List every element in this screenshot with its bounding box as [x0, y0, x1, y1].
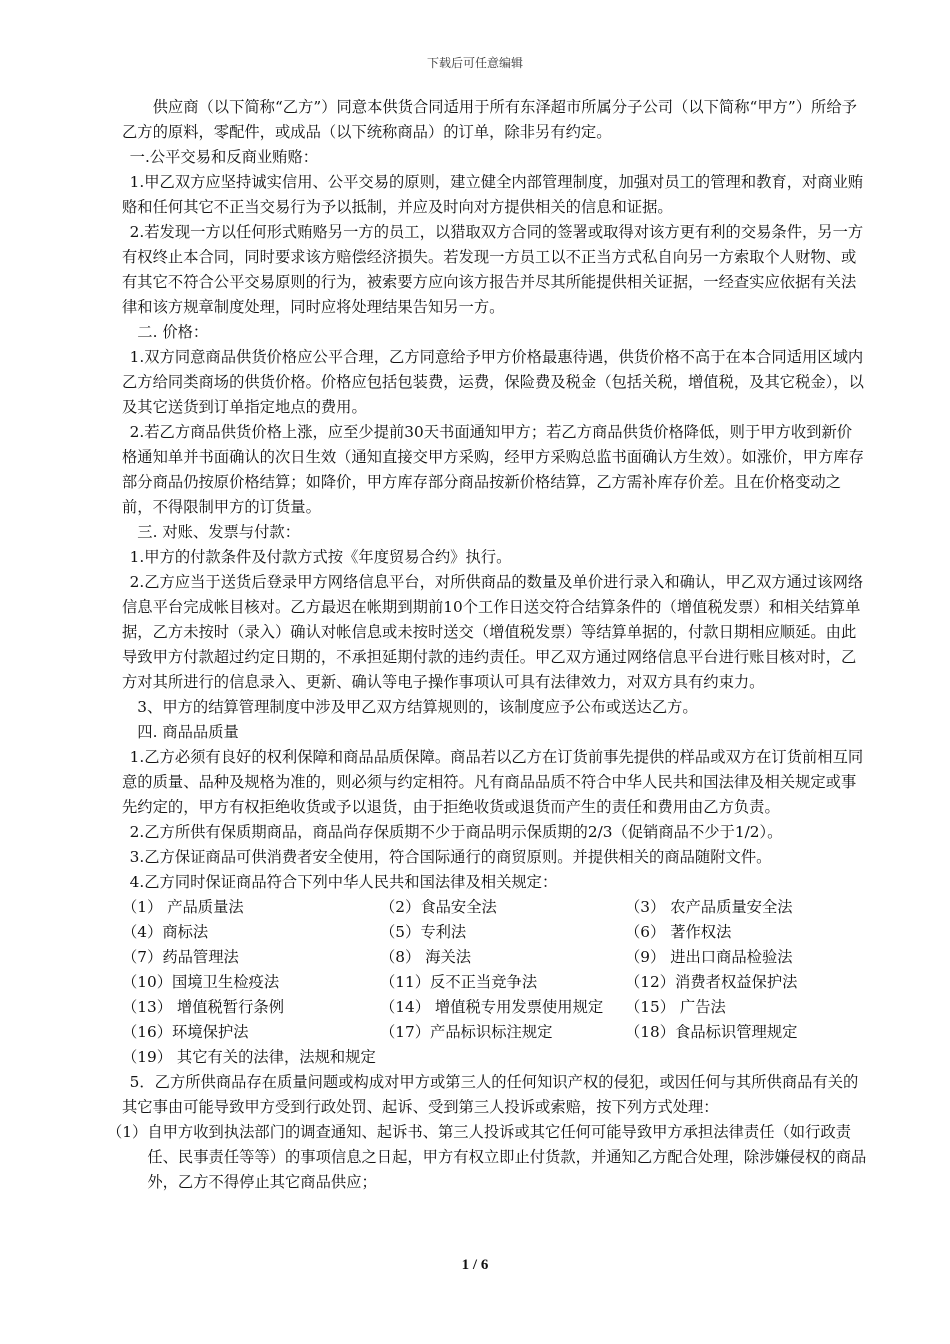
section-3-para-1: 1.甲方的付款条件及付款方式按《年度贸易合约》执行。 — [129, 548, 512, 566]
law-item: （10）国境卫生检疫法 — [122, 973, 280, 991]
law-item: （15） 广告法 — [625, 998, 726, 1016]
law-item-19: （19） 其它有关的法律，法规和规定 — [122, 1048, 376, 1066]
law-item: （7）药品管理法 — [122, 948, 239, 966]
item-text: 自甲方收到执法部门的调查通知、起诉书、第三人投诉或其它任何可能导致甲方承担法律责任（如行政责任、民事责任等等）的事项信息之日起，甲方有权立即止付货款，并通知乙方配合处理，除涉嫌侵权的商品外，乙方不得停止其它商品供应； — [147, 1123, 867, 1191]
section-2-title: 二. 价格： — [137, 323, 209, 341]
law-item: （4）商标法 — [122, 923, 209, 941]
law-item: （3） 农产品质量安全法 — [625, 898, 793, 916]
law-item: （14） 增值税专用发票使用规定 — [380, 998, 604, 1016]
section-3-para-2: 2.乙方应当于送货后登录甲方网络信息平台，对所供商品的数量及单价进行录入和确认，甲乙双方通过该网络信息平台完成帐目核对。乙方最迟在帐期到期前10个工作日送交符合结算条件的（增值税发票）和相关结算单据，乙方未按时（录入）确认对帐信息或未按时送交（增值税发票）等结算单据的，付款日期相应顺延。由此导致甲方付款超过约定日期的，不承担延期付款的违约责任。甲乙双方通过网络信息平台进行账目核对时，乙方对其所进行的信息录入、更新、确认等电子操作事项认可具有法律效力，对双方具有约束力。 — [122, 573, 864, 691]
section-3-title: 三. 对账、发票与付款： — [137, 523, 300, 541]
section-4-para-4: 4.乙方同时保证商品符合下列中华人民共和国法律及相关规定： — [129, 873, 558, 891]
law-item: （16）环境保护法 — [122, 1023, 249, 1041]
section-1-para-1: 1.甲乙双方应坚持诚实信用、公平交易的原则，建立健全内部管理制度，加强对员工的管理和教育，对商业贿赂和任何其它不正当交易行为予以抵制，并应及时向对方提供相关的信息和证据。 — [122, 173, 864, 216]
section-3-para-3: 3、甲方的结算管理制度中涉及甲乙双方结算规则的，该制度应予公布或送达乙方。 — [137, 698, 698, 716]
section-4-para-1: 1.乙方必须有良好的权利保障和商品品质保障。商品若以乙方在订货前事先提供的样品或双方在订货前相互同意的质量、品种及规格为准的，则必须与约定相符。凡有商品品质不符合中华人民共和国法律及相关规定或事先约定的，甲方有权拒绝收货或予以退货，由于拒绝收货或退货而产生的责任和费用由乙方负责。 — [122, 748, 864, 816]
section-1-title: 一.公平交易和反商业贿赂： — [129, 148, 319, 166]
section-1-para-2: 2.若发现一方以任何形式贿赂另一方的员工，以猎取双方合同的签署或取得对该方更有利的交易条件，另一方有权终止本合同，同时要求该方赔偿经济损失。若发现一方员工以不正当方式私自向另一方索取个人财物、或有其它不符合公平交易原则的行为，被索要方应向该方报告并尽其所能提供相关证据，一经查实应依据有关法律和该方规章制度处理，同时应将处理结果告知另一方。 — [122, 223, 864, 316]
law-item: （17）产品标识标注规定 — [380, 1023, 553, 1041]
law-item: （12）消费者权益保护法 — [625, 973, 798, 991]
item-number: （1） — [107, 1123, 148, 1141]
law-list — [122, 895, 867, 1045]
section-4-para-5-item-1 — [107, 1120, 867, 1195]
law-item: （13） 增值税暂行条例 — [122, 998, 284, 1016]
law-item: （9） 进出口商品检验法 — [625, 948, 793, 966]
section-4-title: 四. 商品品质量 — [137, 723, 239, 741]
law-item: （8） 海关法 — [380, 948, 472, 966]
law-item: （18）食品标识管理规定 — [625, 1023, 798, 1041]
section-2-para-2: 2.若乙方商品供货价格上涨，应至少提前30天书面通知甲方；若乙方商品供货价格降低，则于甲方收到新价格通知单并书面确认的次日生效（通知直接交甲方采购，经甲方采购总监书面确认方生效）。如涨价，甲方库存部分商品仍按原价格结算；如降价，甲方库存部分商品按新价格结算，乙方需补库存价差。且在价格变动之前，不得限制甲方的订货量。 — [122, 423, 864, 516]
page-header: 下载后可任意编辑 — [426, 56, 523, 70]
section-2-para-1: 1.双方同意商品供货价格应公平合理，乙方同意给予甲方价格最惠待遇，供货价格不高于在本合同适用区域内乙方给同类商场的供货价格。价格应包括包装费，运费，保险费及税金（包括关税，增值税，及其它税金），以及其它送货到订单指定地点的费用。 — [122, 348, 864, 416]
page-number: 1 / 6 — [461, 1257, 489, 1273]
law-item: （6） 著作权法 — [625, 923, 732, 941]
document-body — [107, 95, 867, 1195]
law-item: （1） 产品质量法 — [122, 898, 244, 916]
law-item: （11）反不正当竞争法 — [380, 973, 538, 991]
section-4-para-2: 2.乙方所供有保质期商品，商品尚存保质期不少于商品明示保质期的2/3（促销商品不少于1/2）。 — [129, 823, 783, 841]
section-4-para-5: 5．乙方所供商品存在质量问题或构成对甲方或第三人的任何知识产权的侵犯，或因任何与其所供商品有关的其它事由可能导致甲方受到行政处罚、起诉、受到第三人投诉或索赔，按下列方式处理： — [122, 1073, 859, 1116]
section-4-para-3: 3.乙方保证商品可供消费者安全使用，符合国际通行的商贸原则。并提供相关的商品随附文件。 — [129, 848, 772, 866]
intro-paragraph: 供应商（以下简称“乙方”）同意本供货合同适用于所有东泽超市所属分子公司（以下简称“甲方”）所给予乙方的原料，零配件，或成品（以下统称商品）的订单，除非另有约定。 — [122, 98, 857, 141]
law-item: （2）食品安全法 — [380, 898, 497, 916]
law-item: （5）专利法 — [380, 923, 467, 941]
